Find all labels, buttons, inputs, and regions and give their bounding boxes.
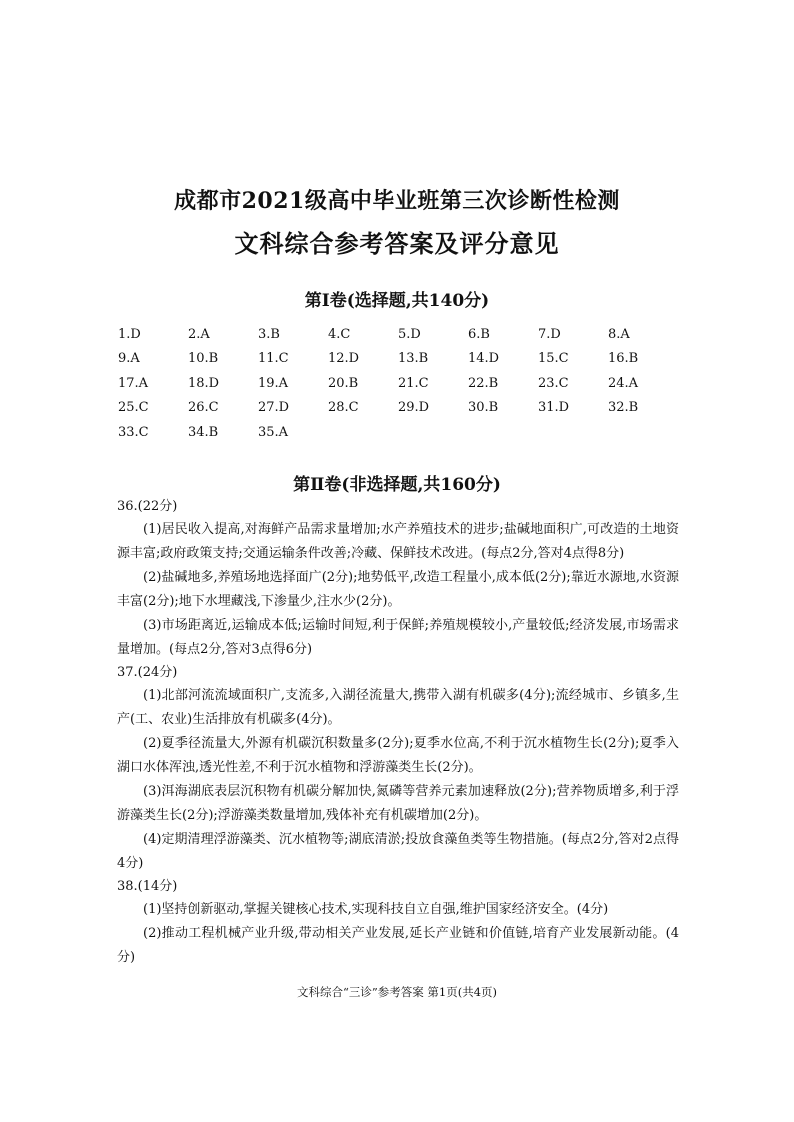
question-36-heading: 36.(22分): [117, 499, 178, 514]
answer-item: 19.A: [258, 375, 289, 391]
answer-item: 11.C: [258, 351, 289, 367]
answer-row: [118, 396, 698, 421]
answer-item: 17.A: [118, 375, 149, 391]
subjective-answers: [117, 496, 679, 970]
question-37-heading: 37.(24分): [117, 665, 178, 680]
answer-item: 34.B: [188, 424, 219, 440]
q37-answer-3: (3)洱海湖底表层沉积物有机碳分解加快,氮磷等营养元素加速释放(2分);营养物质增多,利于浮游藻类生长(2分);浮游藻类数量增加,残体补充有机碳增加(2分)。: [117, 784, 679, 823]
answer-item: 16.B: [608, 351, 639, 367]
q36-answer-2: (2)盐碱地多,养殖场地选择面广(2分);地势低平,改造工程量小,成本低(2分);靠近水源地,水资源丰富(2分);地下水埋藏浅,下渗量少,注水少(2分)。: [117, 570, 679, 609]
answer-item: 9.A: [118, 351, 140, 367]
multiple-choice-answers: [118, 322, 698, 445]
q36-answer-1: (1)居民收入提高,对海鲜产品需求量增加;水产养殖技术的进步;盐碱地面积广,可改造的土地资源丰富;政府政策支持;交通运输条件改善;冷藏、保鲜技术改进。(每点2分,答对4点得8分): [117, 522, 679, 561]
q38-answer-1: (1)坚持创新驱动,掌握关键核心技术,实现科技自立自强,维护国家经济安全。(4分): [143, 902, 609, 917]
answer-item: 25.C: [118, 400, 149, 416]
answer-item: 29.D: [398, 400, 430, 416]
answer-item: 22.B: [468, 375, 499, 391]
answer-item: 8.A: [608, 326, 630, 342]
answer-item: 23.C: [538, 375, 569, 391]
answer-row: [118, 420, 698, 445]
answer-item: 21.C: [398, 375, 429, 391]
q37-answer-4: (4)定期清理浮游藻类、沉水植物等;湖底清淤;投放食藻鱼类等生物措施。(每点2分,答对2点得4分): [117, 832, 679, 871]
q38-answer-2: (2)推动工程机械产业升级,带动相关产业发展,延长产业链和价值链,培育产业发展新动能。(4分): [117, 926, 679, 965]
answer-item: 13.B: [398, 351, 429, 367]
answer-item: 1.D: [118, 326, 141, 342]
answer-item: 3.B: [258, 326, 280, 342]
answer-item: 12.D: [328, 351, 360, 367]
answer-item: 4.C: [328, 326, 351, 342]
answer-row: [118, 371, 698, 396]
answer-item: 7.D: [538, 326, 561, 342]
document-title: 文科综合参考答案及评分意见: [234, 229, 560, 258]
answer-item: 27.D: [258, 400, 290, 416]
answer-row: [118, 347, 698, 372]
q36-answer-3: (3)市场距离近,运输成本低;运输时间短,利于保鲜;养殖规模较小,产量较低;经济发展,市场需求量增加。(每点2分,答对3点得6分): [117, 618, 679, 657]
question-38-heading: 38.(14分): [117, 879, 178, 894]
answer-item: 24.A: [608, 375, 639, 391]
answer-item: 32.B: [608, 400, 639, 416]
section1-heading: 第Ⅰ卷(选择题,共140分): [304, 291, 490, 311]
answer-item: 6.B: [468, 326, 490, 342]
answer-item: 2.A: [188, 326, 210, 342]
answer-row: [118, 322, 698, 347]
answer-item: 14.D: [468, 351, 500, 367]
section2-heading: 第Ⅱ卷(非选择题,共160分): [293, 475, 501, 495]
answer-item: 33.C: [118, 424, 149, 440]
answer-item: 18.D: [188, 375, 220, 391]
page-footer: 文科综合“三诊”参考答案 第1页(共4页): [296, 985, 498, 999]
answer-item: 10.B: [188, 351, 219, 367]
answer-item: 20.B: [328, 375, 359, 391]
exam-title: 成都市2021级高中毕业班第三次诊断性检测: [174, 188, 620, 214]
answer-item: 26.C: [188, 400, 219, 416]
answer-item: 31.D: [538, 400, 570, 416]
answer-item: 35.A: [258, 424, 289, 440]
answer-item: 15.C: [538, 351, 569, 367]
q37-answer-2: (2)夏季径流量大,外源有机碳沉积数量多(2分);夏季水位高,不利于沉水植物生长(2分);夏季入湖口水体浑浊,透光性差,不利于沉水植物和浮游藻类生长(2分)。: [117, 736, 679, 775]
q37-answer-1: (1)北部河流流域面积广,支流多,入湖径流量大,携带入湖有机碳多(4分);流经城市、乡镇多,生产(工、农业)生活排放有机碳多(4分)。: [117, 688, 679, 727]
answer-item: 28.C: [328, 400, 359, 416]
answer-item: 5.D: [398, 326, 421, 342]
answer-item: 30.B: [468, 400, 499, 416]
